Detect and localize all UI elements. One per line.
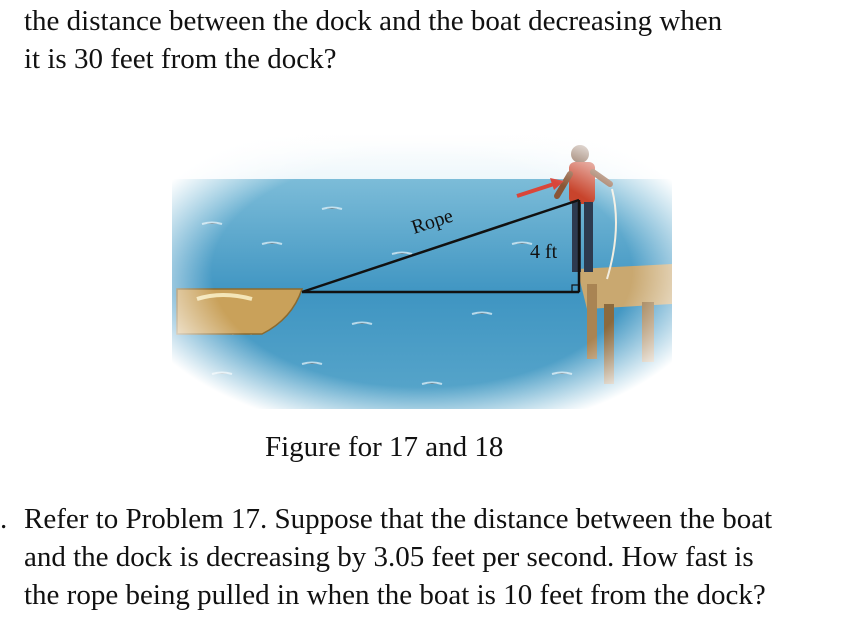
edge-vignette [172,134,672,409]
text-line: and the dock is decreasing by 3.05 feet per second. How fast is [24,541,754,573]
boat-dock-illustration [172,134,672,409]
previous-problem-text [24,2,722,78]
problem-statement [24,500,772,614]
text-line: Refer to Problem 17. Suppose that the distance between the boat [24,503,773,535]
text-line: it is 30 feet from the dock? [24,43,337,75]
text-line: the distance between the dock and the boat decreasing when [24,5,723,37]
text-line: the rope being pulled in when the boat is 10 feet from the dock? [24,579,766,611]
figure-caption: Figure for 17 and 18 [265,431,504,463]
boat-dock-figure [172,134,672,409]
problem-number: . [0,503,8,535]
